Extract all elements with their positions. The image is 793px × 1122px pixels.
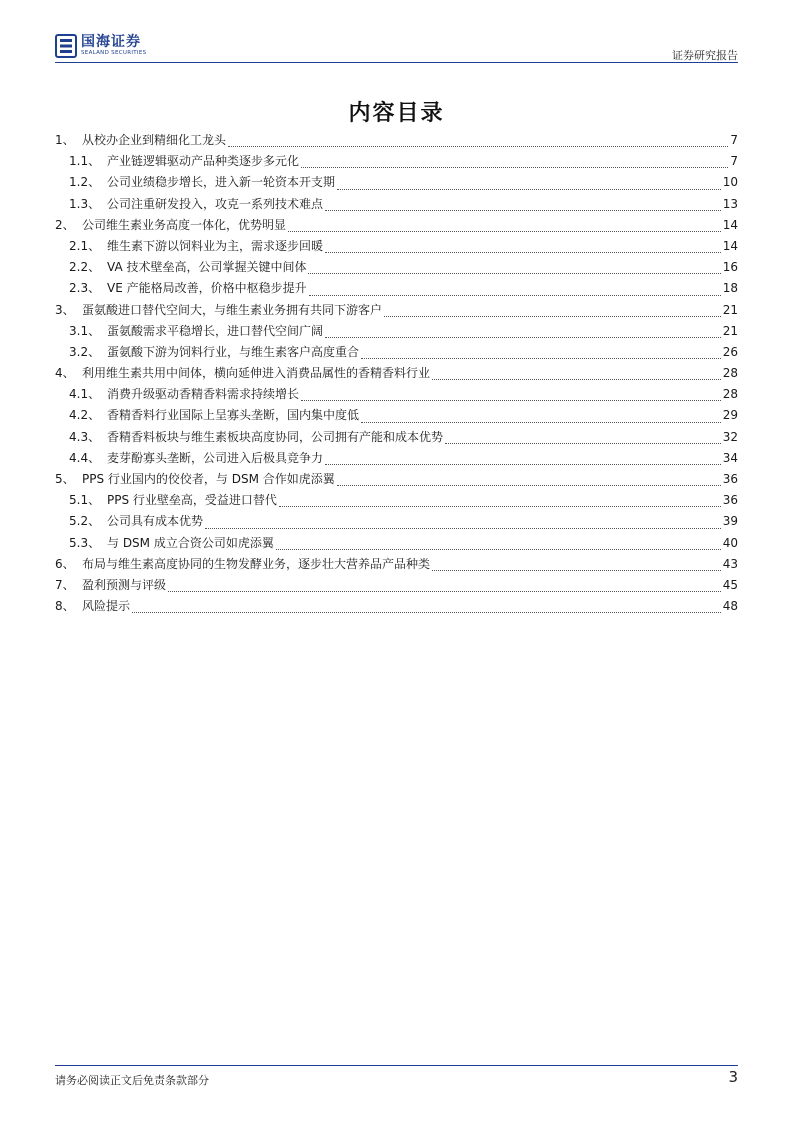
toc-entry-page: 40 xyxy=(722,535,738,550)
toc-entry-title: 香精香料行业国际上呈寡头垄断，国内集中度低 xyxy=(107,408,360,423)
toc-entry[interactable] xyxy=(55,534,738,555)
toc-dot-leader xyxy=(337,188,721,190)
toc-entry-number: 4.3、 xyxy=(69,429,101,444)
toc-entry[interactable] xyxy=(55,449,738,470)
toc-entry-title: 风险提示 xyxy=(82,599,131,614)
toc-entry-page: 21 xyxy=(722,302,738,317)
toc-entry-number: 3.2、 xyxy=(69,344,101,359)
toc-entry-number: 1.1、 xyxy=(69,154,101,169)
toc-entry-title: VE 产能格局改善，价格中枢稳步提升 xyxy=(107,281,307,296)
report-type: 证券研究报告 xyxy=(672,49,738,62)
toc-entry-title: 香精香料板块与维生素板块高度协同，公司拥有产能和成本优势 xyxy=(107,429,444,444)
toc-entry[interactable] xyxy=(55,343,738,364)
toc-entry-number: 7、 xyxy=(55,577,75,592)
toc-entry-title: 麦芽酚寡头垄断，公司进入后极具竞争力 xyxy=(107,450,324,465)
toc-entry[interactable] xyxy=(55,406,738,427)
toc-dot-leader xyxy=(337,484,721,486)
toc-entry[interactable] xyxy=(55,576,738,597)
toc-dot-leader xyxy=(308,272,720,274)
footer-divider xyxy=(55,1065,738,1066)
toc-entry-page: 13 xyxy=(722,196,738,211)
toc-entry-title: PPS 行业国内的佼佼者，与 DSM 合作如虎添翼 xyxy=(82,472,335,486)
toc-entry-number: 5、 xyxy=(55,472,75,486)
toc-entry-page: 32 xyxy=(722,429,738,444)
toc-entry-number: 3、 xyxy=(55,302,75,317)
toc-dot-leader xyxy=(361,357,721,359)
toc-dot-leader xyxy=(301,166,728,168)
toc-entry[interactable] xyxy=(55,152,738,173)
toc-entry-number: 1、 xyxy=(55,133,75,147)
toc-entry-page: 7 xyxy=(730,133,738,147)
toc-dot-leader xyxy=(132,611,721,613)
toc-entry-page: 21 xyxy=(722,323,738,338)
toc-dot-leader xyxy=(325,251,721,253)
toc-entry-page: 7 xyxy=(730,154,738,169)
page-number: 3 xyxy=(728,1068,738,1086)
toc-entry[interactable] xyxy=(55,385,738,406)
toc-entry-number: 2.3、 xyxy=(69,281,101,296)
page-title: 内容目录 xyxy=(348,101,445,126)
toc-entry-title: 蛋氨酸需求平稳增长，进口替代空间广阔 xyxy=(107,323,324,338)
toc-entry-page: 43 xyxy=(722,556,738,571)
toc-dot-leader xyxy=(309,294,721,296)
toc-dot-leader xyxy=(432,569,721,571)
footer-disclaimer: 请务必阅读正文后免责条款部分 xyxy=(55,1074,209,1087)
toc-entry-page: 18 xyxy=(722,281,738,296)
company-logo xyxy=(55,34,146,58)
logo-name-en: SEALAND SECURITIES xyxy=(81,50,147,57)
toc-entry-number: 2.1、 xyxy=(69,238,101,253)
toc-entry-number: 6、 xyxy=(55,556,75,571)
toc-entry-number: 5.1、 xyxy=(69,493,101,508)
toc-entry-page: 29 xyxy=(722,408,738,423)
toc-entry[interactable] xyxy=(55,216,738,237)
toc-entry[interactable] xyxy=(55,195,738,216)
toc-entry[interactable] xyxy=(55,491,738,512)
toc-entry[interactable] xyxy=(55,428,738,449)
toc-entry-title: 维生素下游以饲料业为主，需求逐步回暖 xyxy=(107,238,324,253)
toc-dot-leader xyxy=(445,442,721,444)
toc-entry-number: 5.3、 xyxy=(69,535,101,550)
toc-entry[interactable] xyxy=(55,131,738,152)
toc-entry-page: 39 xyxy=(722,514,738,529)
toc-entry[interactable] xyxy=(55,301,738,322)
toc-entry-number: 5.2、 xyxy=(69,514,101,529)
toc-entry-number: 2、 xyxy=(55,217,75,232)
toc-entry-title: 盈利预测与评级 xyxy=(82,577,167,592)
toc-entry-number: 4、 xyxy=(55,366,75,381)
toc-dot-leader xyxy=(276,548,721,550)
toc-entry-page: 48 xyxy=(722,599,738,614)
toc-entry[interactable] xyxy=(55,512,738,533)
toc-entry-page: 14 xyxy=(722,217,738,232)
toc-entry-page: 10 xyxy=(722,175,738,190)
toc-dot-leader xyxy=(228,145,728,147)
toc-entry-page: 34 xyxy=(722,450,738,465)
toc-entry-number: 4.2、 xyxy=(69,408,101,423)
toc-entry-number: 4.4、 xyxy=(69,450,101,465)
toc-entry-title: 公司维生素业务高度一体化，优势明显 xyxy=(82,217,287,232)
toc-entry[interactable] xyxy=(55,597,738,618)
table-of-contents xyxy=(55,131,738,618)
toc-dot-leader xyxy=(432,378,721,380)
toc-dot-leader xyxy=(168,590,721,592)
toc-entry-number: 2.2、 xyxy=(69,260,101,275)
toc-entry-number: 1.3、 xyxy=(69,196,101,211)
toc-entry[interactable] xyxy=(55,555,738,576)
toc-entry-title: 从校办企业到精细化工龙头 xyxy=(82,133,227,147)
toc-entry-page: 16 xyxy=(722,260,738,275)
toc-entry-title: 产业链逻辑驱动产品种类逐步多元化 xyxy=(107,154,300,169)
toc-entry-title: PPS 行业壁垒高，受益进口替代 xyxy=(107,493,277,508)
toc-entry-title: VA 技术壁垒高，公司掌握关键中间体 xyxy=(107,260,307,275)
toc-entry-page: 45 xyxy=(722,577,738,592)
toc-entry-number: 1.2、 xyxy=(69,175,101,190)
toc-entry-page: 36 xyxy=(722,493,738,508)
toc-entry-page: 36 xyxy=(722,472,738,486)
toc-entry-title: 消费升级驱动香精香料需求持续增长 xyxy=(107,387,300,402)
toc-entry-title: 利用维生素共用中间体，横向延伸进入消费品属性的香精香料行业 xyxy=(82,366,431,381)
toc-entry[interactable] xyxy=(55,322,738,343)
toc-entry-title: 蛋氨酸下游为饲料行业，与维生素客户高度重合 xyxy=(107,344,360,359)
page-header xyxy=(55,34,738,62)
toc-entry-title: 蛋氨酸进口替代空间大，与维生素业务拥有共同下游客户 xyxy=(82,302,383,317)
logo-name-cn: 国海证券 xyxy=(81,34,141,51)
toc-entry-page: 28 xyxy=(722,366,738,381)
toc-entry[interactable] xyxy=(55,279,738,300)
toc-entry[interactable] xyxy=(55,470,738,491)
toc-entry[interactable] xyxy=(55,173,738,194)
toc-entry-page: 26 xyxy=(722,344,738,359)
toc-entry-number: 3.1、 xyxy=(69,323,101,338)
sealand-logo-icon xyxy=(55,34,77,58)
header-divider xyxy=(55,62,738,63)
toc-entry-title: 公司具有成本优势 xyxy=(107,514,204,529)
toc-entry[interactable] xyxy=(55,364,738,385)
toc-dot-leader xyxy=(279,505,721,507)
toc-entry-title: 公司业绩稳步增长，进入新一轮资本开支期 xyxy=(107,175,336,190)
toc-dot-leader xyxy=(325,336,721,338)
toc-entry-number: 4.1、 xyxy=(69,387,101,402)
toc-dot-leader xyxy=(288,230,721,232)
toc-dot-leader xyxy=(325,209,721,211)
toc-dot-leader xyxy=(301,399,721,401)
toc-entry-number: 8、 xyxy=(55,599,75,614)
toc-entry[interactable] xyxy=(55,237,738,258)
toc-dot-leader xyxy=(205,527,721,529)
toc-entry-title: 公司注重研发投入，攻克一系列技术难点 xyxy=(107,196,324,211)
toc-entry-title: 与 DSM 成立合资公司如虎添翼 xyxy=(107,535,274,550)
toc-entry-page: 28 xyxy=(722,387,738,402)
toc-dot-leader xyxy=(384,315,721,317)
toc-entry-title: 布局与维生素高度协同的生物发酵业务，逐步壮大营养品产品种类 xyxy=(82,556,431,571)
toc-entry[interactable] xyxy=(55,258,738,279)
toc-dot-leader xyxy=(325,463,721,465)
toc-dot-leader xyxy=(361,421,721,423)
toc-entry-page: 14 xyxy=(722,238,738,253)
